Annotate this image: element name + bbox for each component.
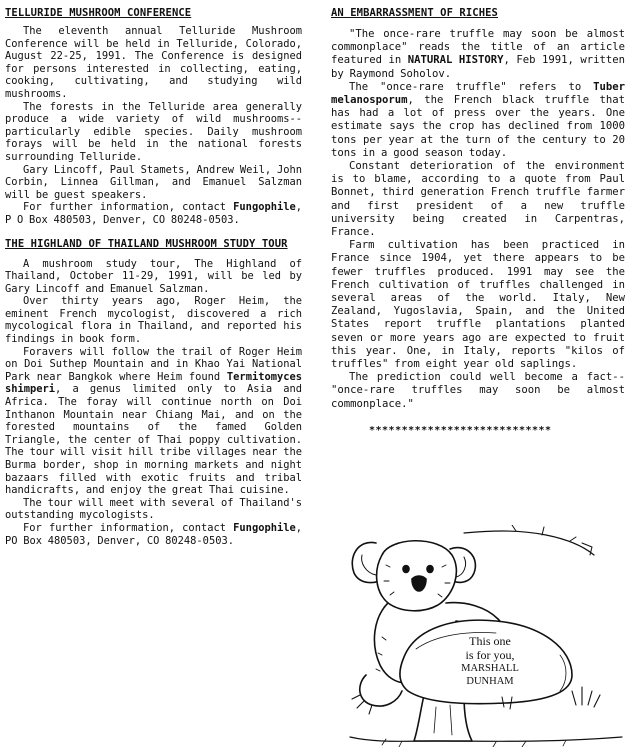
riches-paragraph-5: The prediction could well become a fact--"once-rare truffles may soon be almost commonplace." <box>331 371 625 410</box>
dedication-name-first: MARSHALL <box>461 663 519 674</box>
telluride-article <box>5 6 302 227</box>
riches-paragraph-2: The "once-rare truffle" refers to Tuber melanosporum, the French black truffle that has had a lot of press over the years. One estimate says the crop has declined from 1000 tons per year at the turn of the century to 20 tons in a good season today. <box>331 80 625 159</box>
dedication-line-2: is for you, <box>465 648 515 662</box>
koala-nose <box>412 576 426 591</box>
koala-eye-left <box>403 566 409 573</box>
species-name: Termitomyces shimperi <box>5 370 302 396</box>
riches-paragraph-1: "The once-rare truffle may soon be almost commonplace" reads the title of an article featured in NATURAL HISTORY, Feb 1991, written by Raymond Soholov. <box>331 28 625 80</box>
dedication-text <box>430 634 550 688</box>
left-column <box>5 6 302 547</box>
thailand-paragraph-5: For further information, contact Fungophile, PO Box 480503, Denver, CO 80248-0503. <box>5 521 302 547</box>
telluride-paragraph-1: The eleventh annual Telluride Mushroom Conference will be held in Telluride, Colorado, August 22-25, 1991. The Conference is designed for persons interested in collecting, eating, cooking, cultivating, and studying wild mushrooms. <box>5 25 302 100</box>
fungophile-name: Fungophile <box>233 521 296 534</box>
branch-line <box>464 531 594 555</box>
species-name: Tuber melanosporum <box>331 80 625 107</box>
thailand-heading: THE HIGHLAND OF THAILAND MUSHROOM STUDY TOUR <box>5 237 288 250</box>
grass-tufts <box>572 687 600 707</box>
ground-line <box>350 737 622 741</box>
star-divider: **************************** <box>369 424 552 436</box>
riches-paragraph-3: Constant deterioration of the environment is to blame, according to a quote from Paul Bonnet, third generation French truffle farmer and first president of a new truffle university being created in Carpentras, France. <box>331 160 625 239</box>
magazine-name: NATURAL HISTORY <box>407 54 504 67</box>
telluride-paragraph-3: Gary Lincoff, Paul Stamets, Andrew Weil, John Corbin, Linnea Gillman, and Emanuel Salzman will be guest speakers. <box>5 163 302 201</box>
telluride-paragraph-4: For further information, contact Fungophile, P O Box 480503, Denver, CO 80248-0503. <box>5 201 302 226</box>
riches-paragraph-4: Farm cultivation has been practiced in France since 1904, yet there appears to be fewer truffles produced. 1991 may see the French cultivation of truffles challenged in several areas of the world. Italy, New Zealand, Yugoslavia, Spain, and the United States report truffle plantations planted seven or more years ago are expected to fruit this year. One, in Italy, reports "kilos of truffles" from eight year old saplings. <box>331 239 625 371</box>
koala-eye-right <box>427 566 433 573</box>
telluride-heading: TELLURIDE MUSHROOM CONFERENCE <box>5 7 192 19</box>
thailand-paragraph-2: Over thirty years ago, Roger Heim, the eminent French mycologist, discovered a rich mycological flora in Thailand, and reported his findings in book form. <box>5 295 302 346</box>
dedication-name-last: DUNHAM <box>466 676 514 687</box>
right-column <box>331 6 625 436</box>
thailand-paragraph-4: The tour will meet with several of Thailand's outstanding mycologists. <box>5 496 302 522</box>
riches-article <box>331 6 625 411</box>
fungophile-name: Fungophile <box>233 201 296 214</box>
thailand-article <box>5 237 302 548</box>
riches-heading: AN EMBARRASSMENT OF RICHES <box>331 7 498 19</box>
dedication-line-1: This one <box>469 634 511 648</box>
thailand-paragraph-3: Foravers will follow the trail of Roger Heim on Doi Suthep Mountain and in Khao Yai National Park near Bangkok where Heim found Termitomyces shimperi, a genus limited only to Asia and Africa. The foray will continue north on Doi Inthanon Mountain near Chiang Mai, and on the forested mountains of the famed Golden Triangle, the center of Thai poppy cultivation. The tour will visit hill tribe villages near the Burma border, shop in morning markets and night bazaars filled with exotic fruits and tribal handicrafts, and enjoy the great Thai cuisine. <box>5 345 302 497</box>
thailand-paragraph-1: A mushroom study tour, The Highland of Thailand, October 11-29, 1991, will be led by Gary Lincoff and Emanuel Salzman. <box>5 257 302 295</box>
telluride-paragraph-2: The forests in the Telluride area generally produce a wide variety of wild mushrooms--particularly edible species. Daily mushroom forays will be held in the national forests surrounding Telluride. <box>5 100 302 163</box>
